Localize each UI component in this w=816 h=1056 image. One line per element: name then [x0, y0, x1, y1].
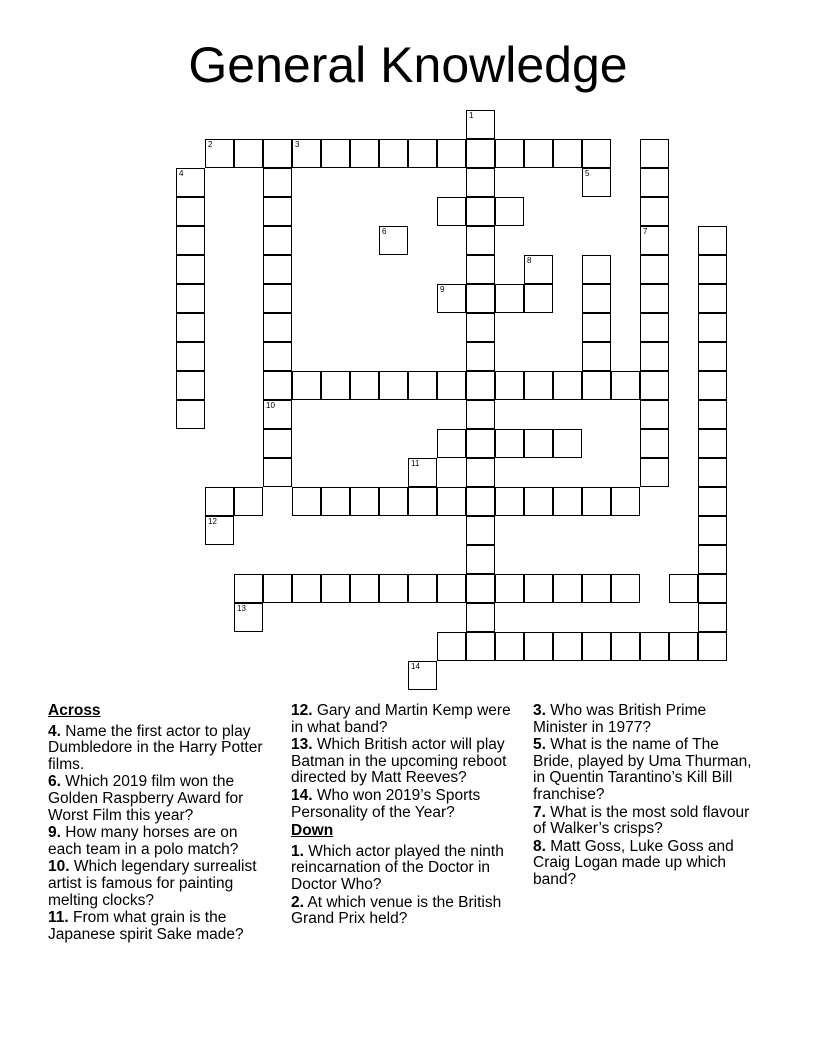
grid-cell[interactable] — [698, 284, 727, 313]
grid-cell[interactable] — [495, 197, 524, 226]
grid-cell[interactable] — [466, 400, 495, 429]
grid-cell[interactable] — [437, 574, 466, 603]
grid-cell[interactable] — [553, 487, 582, 516]
grid-cell[interactable] — [466, 197, 495, 226]
clue-number: 7. — [533, 803, 546, 821]
grid-cell[interactable] — [582, 139, 611, 168]
grid-cell[interactable] — [640, 284, 669, 313]
clue-number: 4. — [48, 722, 61, 740]
grid-cell[interactable] — [466, 545, 495, 574]
grid-cell[interactable] — [379, 371, 408, 400]
grid-cell[interactable] — [553, 429, 582, 458]
grid-cell[interactable] — [263, 574, 292, 603]
grid-cell[interactable] — [582, 487, 611, 516]
grid-cell[interactable] — [176, 400, 205, 429]
grid-cell[interactable] — [263, 197, 292, 226]
grid-cell[interactable] — [205, 139, 234, 168]
grid-cell[interactable] — [263, 284, 292, 313]
clue-number-label: 6 — [382, 227, 387, 236]
clue-text: Which legendary surrealist artist is famous for painting melting clocks? — [48, 858, 257, 909]
grid-cell[interactable] — [611, 487, 640, 516]
clue-item — [533, 703, 763, 736]
grid-cell[interactable] — [263, 371, 292, 400]
grid-cell[interactable] — [495, 487, 524, 516]
clue-number-label: 10 — [266, 401, 275, 410]
grid-cell[interactable] — [698, 400, 727, 429]
grid-cell[interactable] — [379, 574, 408, 603]
grid-cell[interactable] — [408, 371, 437, 400]
grid-cell[interactable] — [437, 429, 466, 458]
grid-cell[interactable] — [176, 255, 205, 284]
clue-item — [533, 839, 763, 889]
grid-cell[interactable] — [350, 574, 379, 603]
grid-cell[interactable] — [495, 632, 524, 661]
grid-cell[interactable] — [640, 197, 669, 226]
grid-cell[interactable] — [466, 284, 495, 313]
clue-number-label: 2 — [208, 140, 213, 149]
clue-text: Which actor played the ninth reincarnation of the Doctor in Doctor Who? — [291, 842, 504, 893]
clue-item — [291, 844, 521, 894]
grid-cell[interactable] — [263, 255, 292, 284]
clue-item — [291, 703, 521, 736]
grid-cell[interactable] — [234, 574, 263, 603]
grid-cell[interactable] — [437, 284, 466, 313]
clue-text: Matt Goss, Luke Goss and Craig Logan made up which band? — [533, 837, 734, 888]
grid-cell[interactable] — [640, 632, 669, 661]
grid-cell[interactable] — [350, 371, 379, 400]
grid-cell[interactable] — [466, 574, 495, 603]
grid-cell[interactable] — [553, 139, 582, 168]
grid-cell[interactable] — [611, 632, 640, 661]
grid-cell[interactable] — [408, 574, 437, 603]
grid-cell[interactable] — [437, 632, 466, 661]
grid-cell[interactable] — [350, 487, 379, 516]
grid-cell[interactable] — [466, 487, 495, 516]
grid-cell[interactable] — [698, 487, 727, 516]
grid-cell[interactable] — [640, 313, 669, 342]
grid-cell[interactable] — [698, 429, 727, 458]
grid-cell[interactable] — [640, 226, 669, 255]
grid-cell[interactable] — [611, 574, 640, 603]
grid-cell[interactable] — [698, 458, 727, 487]
clue-number: 12. — [291, 702, 313, 719]
grid-cell[interactable] — [495, 139, 524, 168]
clue-number: 5. — [533, 736, 546, 754]
grid-cell[interactable] — [466, 226, 495, 255]
grid-cell[interactable] — [582, 168, 611, 197]
grid-cell[interactable] — [698, 255, 727, 284]
clue-text: Which 2019 film won the Golden Raspberry Award for Worst Film this year? — [48, 773, 244, 824]
grid-cell[interactable] — [553, 371, 582, 400]
grid-cell[interactable] — [640, 342, 669, 371]
grid-cell[interactable] — [292, 574, 321, 603]
grid-cell[interactable] — [263, 139, 292, 168]
clue-number-label: 3 — [295, 140, 300, 149]
grid-cell[interactable] — [176, 284, 205, 313]
clue-number: 8. — [533, 837, 546, 855]
clue-item — [48, 724, 273, 774]
clue-text: Name the first actor to play Dumbledore in the Harry Potter films. — [48, 722, 263, 773]
grid-cell[interactable] — [698, 632, 727, 661]
grid-cell[interactable] — [524, 255, 553, 284]
grid-cell[interactable] — [698, 603, 727, 632]
clue-number-label: 12 — [208, 517, 217, 526]
clue-text: What is the name of The Bride, played by Uma Thurman, in Quentin Tarantino’s Kill Bill franchise? — [533, 736, 752, 803]
grid-cell[interactable] — [205, 487, 234, 516]
clue-text: What is the most sold flavour of Walker’s crisps? — [533, 803, 750, 838]
clue-text: At which venue is the British Grand Prix held? — [291, 893, 502, 928]
grid-cell[interactable] — [582, 632, 611, 661]
grid-cell[interactable] — [495, 284, 524, 313]
grid-cell[interactable] — [379, 139, 408, 168]
grid-cell[interactable] — [582, 313, 611, 342]
grid-cell[interactable] — [466, 110, 495, 139]
grid-cell[interactable] — [176, 313, 205, 342]
grid-cell[interactable] — [524, 632, 553, 661]
clue-item — [48, 825, 273, 858]
grid-cell[interactable] — [263, 429, 292, 458]
grid-cell[interactable] — [495, 371, 524, 400]
clue-number: 2. — [291, 893, 304, 911]
clue-number-label: 11 — [411, 459, 420, 468]
grid-cell[interactable] — [466, 458, 495, 487]
grid-cell[interactable] — [698, 545, 727, 574]
grid-cell[interactable] — [698, 226, 727, 255]
clues-column-1 — [48, 703, 273, 944]
grid-cell[interactable] — [495, 429, 524, 458]
grid-cell[interactable] — [176, 226, 205, 255]
grid-cell[interactable] — [466, 603, 495, 632]
clue-number: 13. — [291, 736, 313, 754]
grid-cell[interactable] — [263, 458, 292, 487]
clue-text: Which British actor will play Batman in the upcoming reboot directed by Matt Reeves? — [291, 736, 507, 787]
clue-number: 6. — [48, 773, 61, 791]
grid-cell[interactable] — [466, 255, 495, 284]
grid-cell[interactable] — [437, 371, 466, 400]
grid-cell[interactable] — [437, 139, 466, 168]
clue-text: Gary and Martin Kemp were in what band? — [291, 702, 511, 736]
grid-cell[interactable] — [321, 371, 350, 400]
clue-number-label: 13 — [237, 604, 246, 613]
clue-item — [48, 859, 273, 909]
grid-cell[interactable] — [669, 574, 698, 603]
grid-cell[interactable] — [640, 139, 669, 168]
grid-cell[interactable] — [524, 429, 553, 458]
grid-cell[interactable] — [553, 574, 582, 603]
grid-cell[interactable] — [524, 371, 553, 400]
grid-cell[interactable] — [234, 603, 263, 632]
grid-cell[interactable] — [176, 371, 205, 400]
grid-cell[interactable] — [321, 487, 350, 516]
clue-item — [291, 737, 521, 787]
clues-column-2 — [291, 703, 521, 929]
clue-number: 1. — [291, 842, 304, 860]
grid-cell[interactable] — [524, 284, 553, 313]
clue-number: 3. — [533, 702, 546, 719]
clue-number-label: 5 — [585, 169, 590, 178]
grid-cell[interactable] — [321, 139, 350, 168]
clue-number: 14. — [291, 786, 313, 804]
clue-text: Who won 2019’s Sports Personality of the Year? — [291, 786, 481, 821]
grid-cell[interactable] — [698, 516, 727, 545]
puzzle-title: General Knowledge — [188, 37, 628, 93]
clue-item — [533, 805, 763, 838]
grid-cell[interactable] — [524, 574, 553, 603]
grid-cell[interactable] — [292, 139, 321, 168]
grid-cell[interactable] — [292, 487, 321, 516]
grid-cell[interactable] — [553, 632, 582, 661]
grid-cell[interactable] — [466, 429, 495, 458]
grid-cell[interactable] — [408, 139, 437, 168]
grid-cell[interactable] — [640, 429, 669, 458]
clue-item — [291, 788, 521, 821]
grid-cell[interactable] — [582, 284, 611, 313]
grid-cell[interactable] — [698, 342, 727, 371]
clue-text: Who was British Prime Minister in 1977? — [533, 702, 707, 736]
grid-cell[interactable] — [408, 661, 437, 690]
grid-cell[interactable] — [669, 632, 698, 661]
clue-number: 9. — [48, 824, 61, 842]
grid-cell[interactable] — [437, 487, 466, 516]
grid-cell[interactable] — [234, 487, 263, 516]
grid-cell[interactable] — [495, 574, 524, 603]
grid-cell[interactable] — [263, 342, 292, 371]
grid-cell[interactable] — [408, 487, 437, 516]
grid-cell[interactable] — [466, 342, 495, 371]
grid-cell[interactable] — [379, 226, 408, 255]
clue-text: From what grain is the Japanese spirit Sake made? — [48, 909, 244, 943]
grid-cell[interactable] — [437, 197, 466, 226]
clue-number-label: 9 — [440, 285, 445, 294]
clue-number-label: 4 — [179, 169, 184, 178]
clue-number: 11. — [48, 909, 69, 927]
clue-item — [533, 737, 763, 803]
grid-cell[interactable] — [466, 168, 495, 197]
grid-cell[interactable] — [466, 313, 495, 342]
clue-item — [48, 910, 273, 943]
grid-cell[interactable] — [321, 574, 350, 603]
grid-cell[interactable] — [698, 313, 727, 342]
grid-cell[interactable] — [292, 371, 321, 400]
grid-cell[interactable] — [582, 255, 611, 284]
grid-cell[interactable] — [582, 342, 611, 371]
grid-cell[interactable] — [698, 574, 727, 603]
grid-cell[interactable] — [466, 139, 495, 168]
grid-cell[interactable] — [263, 226, 292, 255]
grid-cell[interactable] — [640, 168, 669, 197]
grid-cell[interactable] — [582, 574, 611, 603]
grid-cell[interactable] — [176, 168, 205, 197]
across-heading: Across — [48, 702, 101, 719]
grid-cell[interactable] — [466, 516, 495, 545]
grid-cell[interactable] — [234, 139, 263, 168]
clue-number-label: 7 — [643, 227, 648, 236]
grid-cell[interactable] — [640, 255, 669, 284]
grid-cell[interactable] — [263, 168, 292, 197]
grid-cell[interactable] — [582, 371, 611, 400]
grid-cell[interactable] — [698, 371, 727, 400]
grid-cell[interactable] — [466, 632, 495, 661]
down-heading: Down — [291, 822, 334, 840]
clue-number-label: 14 — [411, 662, 420, 671]
clue-text: How many horses are on each team in a polo match? — [48, 824, 239, 858]
grid-cell[interactable] — [350, 139, 379, 168]
grid-cell[interactable] — [466, 371, 495, 400]
grid-cell[interactable] — [640, 371, 669, 400]
grid-cell[interactable] — [263, 313, 292, 342]
clue-item — [291, 895, 521, 928]
grid-cell[interactable] — [611, 371, 640, 400]
grid-cell[interactable] — [176, 342, 205, 371]
clues-column-3 — [533, 703, 763, 890]
grid-cell[interactable] — [176, 197, 205, 226]
grid-cell[interactable] — [640, 458, 669, 487]
grid-cell[interactable] — [640, 400, 669, 429]
grid-cell[interactable] — [205, 516, 234, 545]
clue-number: 10. — [48, 858, 70, 876]
grid-cell[interactable] — [408, 458, 437, 487]
grid-cell[interactable] — [379, 487, 408, 516]
grid-cell[interactable] — [524, 139, 553, 168]
clue-number-label: 8 — [527, 256, 532, 265]
grid-cell[interactable] — [263, 400, 292, 429]
grid-cell[interactable] — [524, 487, 553, 516]
clue-number-label: 1 — [469, 111, 474, 120]
clue-item — [48, 774, 273, 824]
